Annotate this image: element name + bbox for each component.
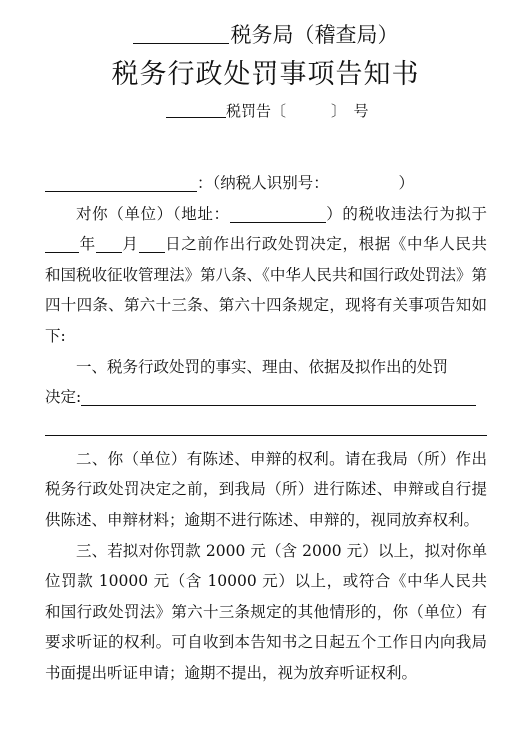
bureau-heading	[0, 22, 531, 48]
document-number	[166, 100, 369, 122]
day-blank[interactable]	[139, 234, 165, 253]
month-blank[interactable]	[96, 234, 122, 253]
year-blank[interactable]	[45, 234, 79, 253]
item-3: 三、若拟对你罚款 2000 元（含 2000 元）以上，拟对你单位罚款 10000 元（含 10000 元）以上，或符合《中华人民共和国行政处罚法》第六十三条规定的其他情形的，你（单位）有要求听证的权利。可自收到本告知书之日起五个工作日内向我局书面提出听证申请；逾期不提出，视为放弃听证权利。	[45, 541, 487, 682]
doc-number-prefix-blank[interactable]	[166, 101, 226, 118]
intro-text-b: ）的税收违法行为拟于	[325, 204, 487, 223]
addressee-line	[45, 168, 487, 199]
bureau-label: 税务局（稽查局）	[230, 23, 399, 47]
item-1	[45, 352, 487, 383]
item-2: 二、你（单位）有陈述、申辩的权利。请在我局（所）作出税务行政处罚决定之前，到我局（所）进行陈述、申辩或自行提供陈述、申辩材料；逾期不进行陈述、申辩的，视同放弃权利。	[45, 449, 487, 529]
doc-number-text: 税罚告〔 〕 号	[226, 102, 369, 120]
item-1-decision-line	[45, 382, 487, 413]
addressee-blank[interactable]	[45, 173, 197, 192]
month-label: 月	[121, 235, 139, 254]
intro-paragraph	[45, 199, 487, 352]
decision-blank-1[interactable]	[81, 387, 476, 406]
document-title: 税务行政处罚事项告知书	[111, 59, 420, 90]
address-blank[interactable]	[230, 204, 326, 223]
bureau-name-blank[interactable]	[133, 23, 229, 44]
item-1-decision-label: 决定:	[45, 388, 82, 407]
intro-text-a: 对你（单位）（地址：	[76, 204, 230, 223]
year-label: 年	[79, 235, 96, 254]
document-body	[45, 168, 487, 689]
taxpayer-id-label: ：（纳税人识别号： ）	[197, 174, 415, 192]
intro-text-c: 日之前作出行政处罚决定，根据《中华人民共和国税收征收管理法》第八条、《中华人民共和国行政处罚法》第四十四条、第六十三条、第六十四条规定，现将有关事项告知如下:	[45, 235, 487, 345]
decision-blank-2[interactable]	[45, 413, 487, 436]
item-1-text: 一、税务行政处罚的事实、理由、依据及拟作出的处罚	[76, 357, 449, 376]
